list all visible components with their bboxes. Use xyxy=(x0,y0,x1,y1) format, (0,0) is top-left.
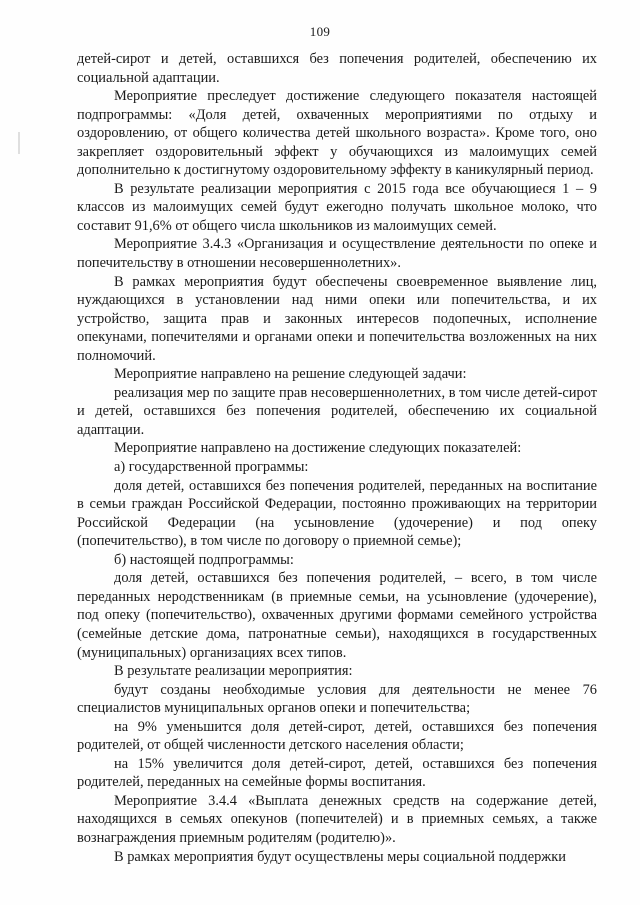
paragraph xyxy=(77,87,597,180)
paragraph-text: на 15% увеличится доля детей-сирот, детей, оставшихся без попечения родителей, переданных на семейные формы воспитания. xyxy=(77,755,597,791)
paragraph-text: В рамках мероприятия будут обеспечены своевременное выявление лиц, нуждающихся в установлении над ними опеки или попечительства, и их устройство, защита прав и законных интересов подопечных, исполнение опекунами, попечителями и органами опеки и попечительства возложенных на них полномочий. xyxy=(77,273,597,364)
paragraph-text: доля детей, оставшихся без попечения родителей, переданных на воспитание в семьи граждан Российской Федерации, постоянно проживающих на территории Российской Федерации (на усыновление (удочерение) и под опеку (попечительство), в том числе по договору о приемной семье); xyxy=(77,477,597,550)
paragraph xyxy=(77,180,597,236)
paragraph-text: на 9% уменьшится доля детей-сирот, детей, оставшихся без попечения родителей, от общей численности детского населения области; xyxy=(77,718,597,754)
paragraph xyxy=(77,681,597,718)
scan-margin-mark xyxy=(18,132,20,154)
paragraph-text: В рамках мероприятия будут осуществлены меры социальной поддержки xyxy=(114,848,566,865)
paragraph xyxy=(77,755,597,792)
paragraph-text: доля детей, оставшихся без попечения родителей, – всего, в том числе переданных неродственникам (в приемные семьи, на усыновление (удочерение), под опеку (попечительство), охваченных другими формами семейного устройства (семейные детские дома, патронатные семьи), находящихся в государственных (муниципальных) организациях всех типов. xyxy=(77,570,597,661)
paragraph xyxy=(77,848,597,867)
paragraph-text: будут созданы необходимые условия для деятельности не менее 76 специалистов муниципальных органов опеки и попечительства; xyxy=(77,681,597,717)
page-number: 109 xyxy=(309,24,331,39)
paragraph xyxy=(77,439,597,458)
paragraph xyxy=(77,551,597,570)
paragraph xyxy=(77,792,597,848)
paragraph xyxy=(77,662,597,681)
paragraph-text: Мероприятие направлено на достижение следующих показателей: xyxy=(114,440,522,457)
paragraph-text: Мероприятие преследует достижение следующего показателя настоящей подпрограммы: «Доля детей, охваченных мероприятиями по отдыху и оздоровлению, от общего количества детей школьного возраста». Кроме того, оно закрепляет оздоровительный эффект у обучающихся из малоимущих семей дополнительно к достигнутому оздоровительному эффекту в каникулярный период. xyxy=(77,88,597,179)
paragraph xyxy=(77,50,597,87)
paragraph xyxy=(77,365,597,384)
document-body xyxy=(77,50,597,866)
paragraph xyxy=(77,569,597,662)
paragraph-text: Мероприятие направлено на решение следующей задачи: xyxy=(114,366,467,383)
paragraph-text: детей-сирот и детей, оставшихся без попечения родителей, обеспечению их социальной адаптации. xyxy=(77,51,597,86)
paragraph-text: В результате реализации мероприятия: xyxy=(114,663,353,680)
paragraph-text: Мероприятие 3.4.3 «Организация и осуществление деятельности по опеке и попечительству в отношении несовершеннолетних». xyxy=(77,236,597,272)
paragraph-text: а) государственной программы: xyxy=(114,459,309,476)
paragraph xyxy=(77,235,597,272)
paragraph xyxy=(77,458,597,477)
paragraph-text: Мероприятие 3.4.4 «Выплата денежных средств на содержание детей, находящихся в семьях опекунов (попечителей) и в приемных семьях, а также вознаграждения приемным родителям (родителю)». xyxy=(77,792,597,846)
paragraph-text: реализация мер по защите прав несовершеннолетних, в том числе детей-сирот и детей, оставшихся без попечения родителей, обеспечению их социальной адаптации. xyxy=(77,384,597,438)
paragraph xyxy=(77,273,597,366)
paragraph-text: б) настоящей подпрограммы: xyxy=(114,551,294,568)
paragraph xyxy=(77,384,597,440)
paragraph-text: В результате реализации мероприятия с 2015 года все обучающиеся 1 – 9 классов из малоимущих семей будут ежегодно получать школьное молоко, что составит 91,6% от общего числа школьников из малоимущих семей. xyxy=(77,180,597,234)
paragraph xyxy=(77,477,597,551)
paragraph xyxy=(77,718,597,755)
